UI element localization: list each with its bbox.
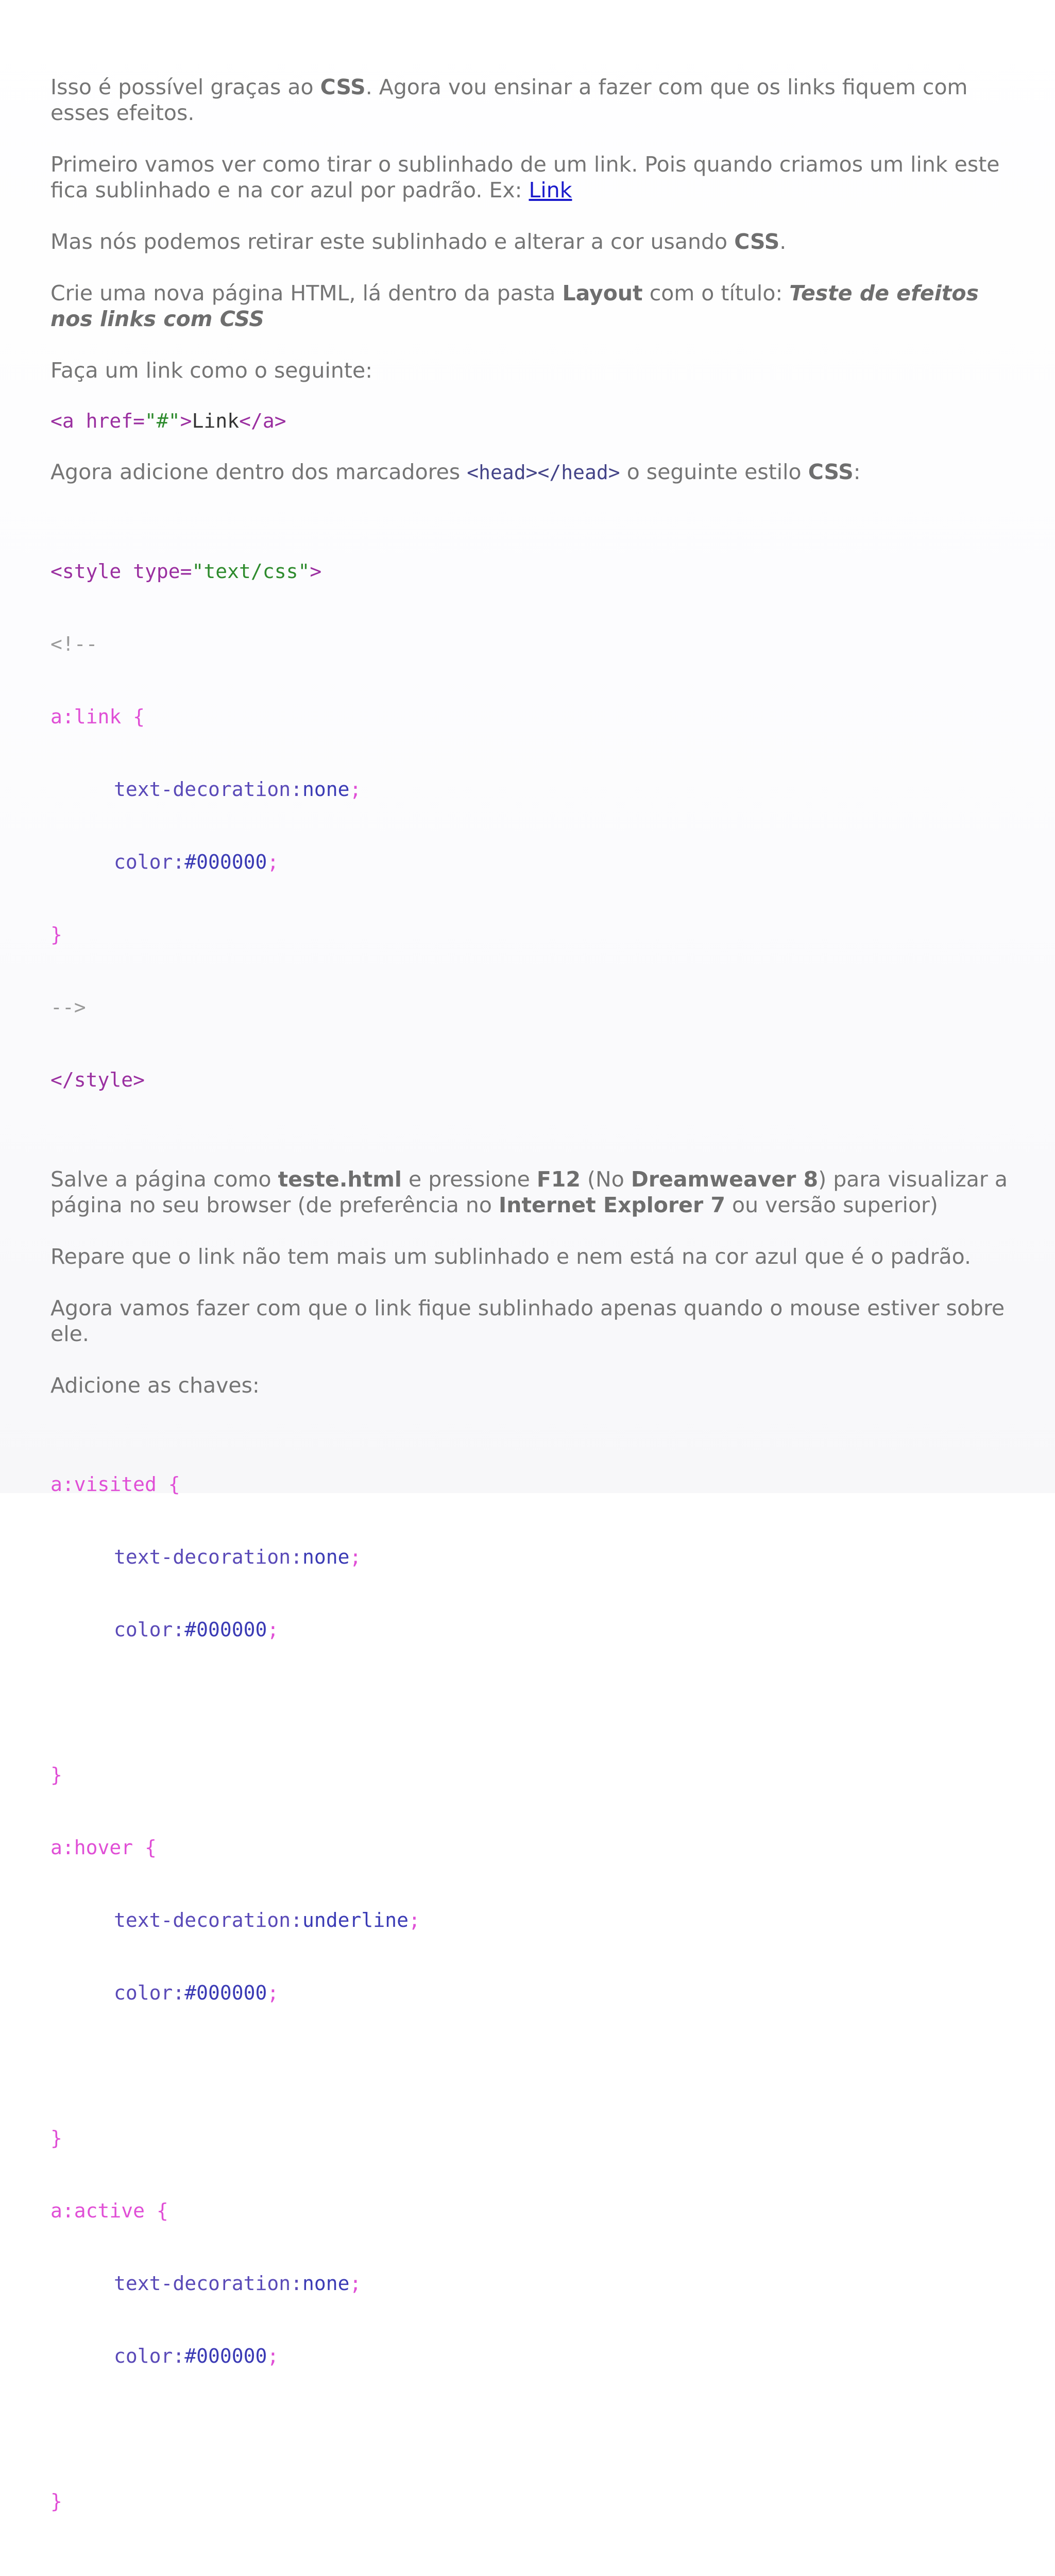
code-line: color:#000000;	[114, 1618, 279, 1641]
code-line: a:hover {	[50, 1836, 157, 1859]
text: Primeiro vamos ver como tirar o sublinhado de um link. Pois quando criamos um link este fica sublinhado e na cor azul por padrão. Ex:	[50, 152, 1000, 202]
example-link[interactable]: Link	[529, 178, 572, 202]
text: . Agora vou ensinar a fazer com que os links fiquem com esses efeitos.	[50, 75, 968, 125]
paragraph-intro	[50, 74, 1019, 126]
code-line: </style>	[50, 1069, 145, 1091]
code-line: color:#000000;	[114, 851, 279, 873]
bold-css: CSS	[734, 229, 780, 254]
paragraph-add-style	[50, 459, 1019, 485]
code-block-style	[50, 511, 1019, 1141]
code-line: }	[50, 2490, 62, 2513]
code-line: text-decoration:underline;	[114, 1909, 420, 1931]
text: Mas nós podemos retirar este sublinhado e alterar a cor usando	[50, 229, 735, 254]
text: Isso é possível graças ao	[50, 75, 320, 99]
code-line: a:active {	[50, 2199, 168, 2222]
code-line: a:visited {	[50, 1473, 180, 1496]
text: :	[853, 460, 861, 484]
code-block-link	[50, 409, 1019, 433]
text: Agora adicione dentro dos marcadores	[50, 460, 467, 484]
inline-code-head: <head></head>	[467, 461, 620, 484]
paragraph-remove-underline	[50, 229, 1019, 255]
text: .	[779, 229, 787, 254]
bold-css: CSS	[320, 75, 366, 99]
text: Crie uma nova página HTML, lá dentro da pasta	[50, 281, 563, 306]
code-line: -->	[50, 996, 86, 1019]
code-line: color:#000000;	[114, 1981, 279, 2004]
page-title-example: Teste de efeitos nos links com CSS	[50, 281, 979, 331]
article-content	[50, 74, 1019, 2576]
paragraph-save-preview: Salve a página como teste.html e pressione F12 (No Dreamweaver 8) para visualizar a página no seu browser (de preferência no Internet Explorer 7 ou versão superior)	[50, 1167, 1008, 1217]
bold-layout: Layout	[562, 281, 643, 306]
paragraph-hover-intro: Agora vamos fazer com que o link fique sublinhado apenas quando o mouse estiver sobre ele.	[50, 1296, 1005, 1346]
text: o seguinte estilo	[620, 460, 808, 484]
code-line: }	[50, 923, 62, 946]
code-line: }	[50, 1764, 62, 1786]
paragraph-make-link: Faça um link como o seguinte:	[50, 358, 373, 383]
code-line: text-decoration:none;	[114, 778, 362, 801]
text: com o título:	[642, 281, 790, 306]
bold-css: CSS	[808, 460, 854, 484]
code-line: a:link {	[50, 705, 145, 728]
paragraph-add-keys: Adicione as chaves:	[50, 1373, 260, 1398]
code-line	[50, 1690, 1019, 1715]
code-line: text-decoration:none;	[114, 1546, 362, 1568]
paragraph-new-page	[50, 280, 1019, 332]
code-line: color:#000000;	[114, 2345, 279, 2367]
code-line	[50, 2417, 1019, 2441]
code-line: }	[50, 2127, 62, 2149]
code-line: <!--	[50, 633, 98, 655]
code-block-pseudo	[50, 1424, 1019, 2562]
code-line: text-decoration:none;	[114, 2272, 362, 2295]
code-line: <a href="#">Link</a>	[50, 410, 286, 432]
code-line	[50, 2054, 1019, 2078]
paragraph-underline	[50, 151, 1019, 203]
paragraph-notice: Repare que o link não tem mais um sublinhado e nem está na cor azul que é o padrão.	[50, 1244, 972, 1269]
code-line: <style type="text/css">	[50, 560, 322, 583]
